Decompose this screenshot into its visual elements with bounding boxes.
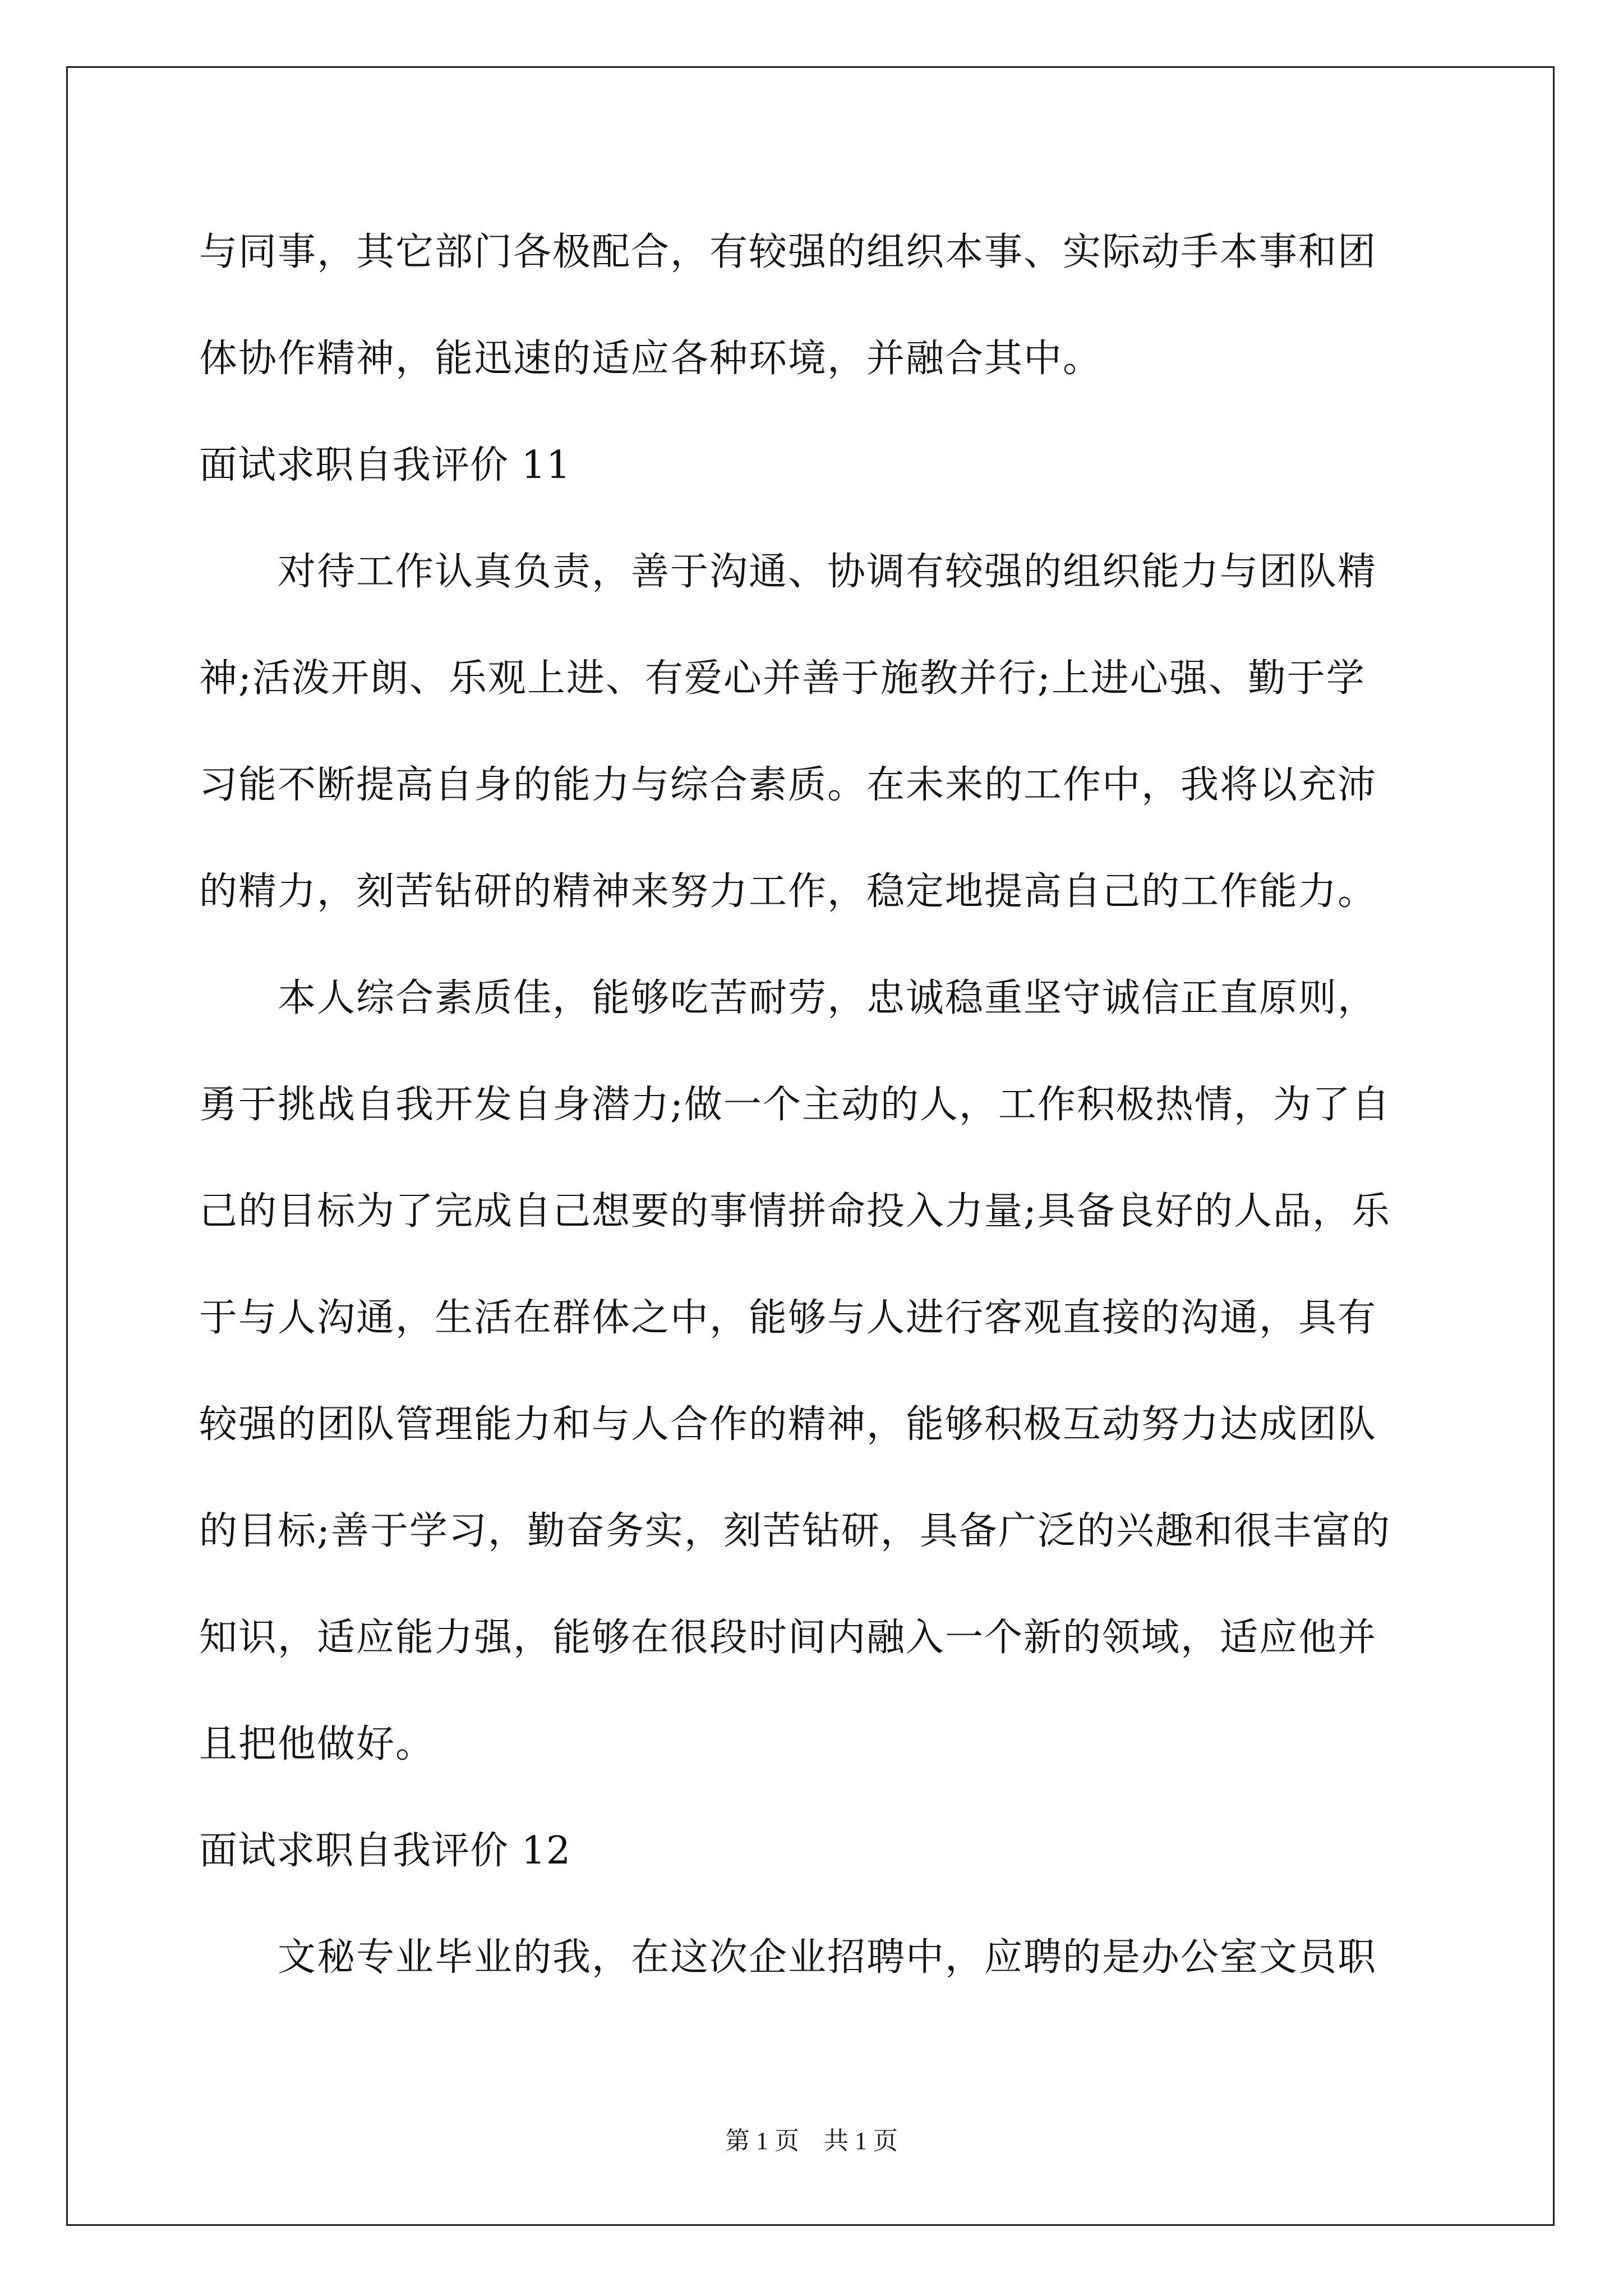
text-line: 较强的团队管理能力和与人合作的精神，能够积极互动努力达成团队 bbox=[199, 1402, 1377, 1447]
text-line: 己的目标为了完成自己想要的事情拼命投入力量;具备良好的人品，乐 bbox=[199, 1189, 1391, 1234]
text-line: 文秘专业毕业的我，在这次企业招聘中，应聘的是办公室文员职 bbox=[199, 1935, 1377, 1980]
page-footer: 第 1 页 共 1 页 bbox=[725, 2127, 898, 2155]
text-line: 勇于挑战自我开发自身潜力;做一个主动的人，工作积极热情，为了自 bbox=[199, 1083, 1391, 1127]
text-line: 体协作精神，能迅速的适应各种环境，并融合其中。 bbox=[199, 337, 1103, 381]
text-line: 且把他做好。 bbox=[199, 1722, 435, 1766]
text-line: 的精力，刻苦钻研的精神来努力工作，稳定地提高自己的工作能力。 bbox=[199, 869, 1377, 914]
text-line: 习能不断提高自身的能力与综合素质。在未来的工作中，我将以充沛 bbox=[199, 763, 1377, 807]
text-line: 的目标;善于学习，勤奋务实，刻苦钻研，具备广泛的兴趣和很丰富的 bbox=[199, 1509, 1391, 1553]
text-line: 本人综合素质佳，能够吃苦耐劳，忠诚稳重坚守诚信正直原则， bbox=[199, 976, 1377, 1020]
document-body bbox=[199, 199, 1433, 2011]
text-line: 神;活泼开朗、乐观上进、有爱心并善于施教并行;上进心强、勤于学 bbox=[199, 656, 1366, 701]
text-line: 对待工作认真负责，善于沟通、协调有较强的组织能力与团队精 bbox=[199, 550, 1377, 594]
text-line: 于与人沟通，生活在群体之中，能够与人进行客观直接的沟通，具有 bbox=[199, 1296, 1377, 1340]
text-line: 与同事，其它部门各极配合，有较强的组织本事、实际动手本事和团 bbox=[199, 230, 1377, 274]
section-heading: 面试求职自我评价 11 bbox=[199, 443, 571, 487]
section-heading: 面试求职自我评价 12 bbox=[199, 1829, 571, 1873]
text-line: 知识，适应能力强，能够在很段时间内融入一个新的领域，适应他并 bbox=[199, 1616, 1377, 1660]
